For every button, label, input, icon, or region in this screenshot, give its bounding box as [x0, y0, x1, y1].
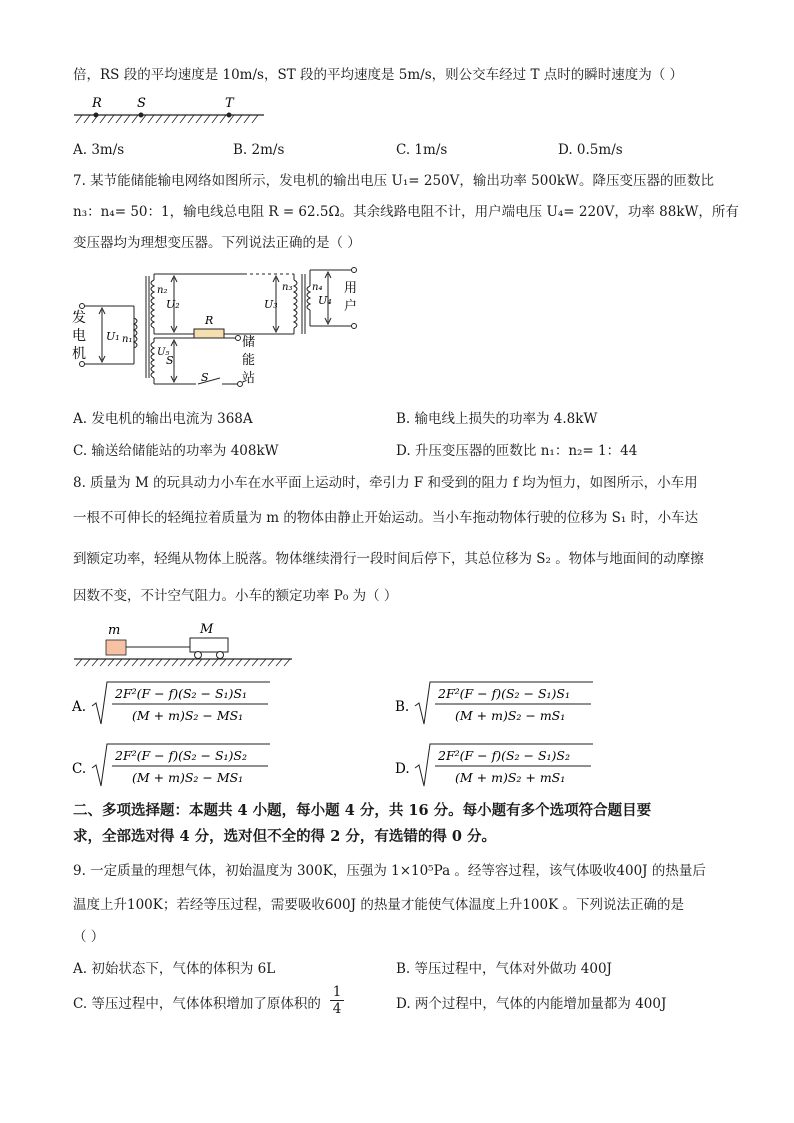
generator-label-3: 机 — [72, 346, 86, 362]
svg-text:(M + m)S₂ − MS₁: (M + m)S₂ − MS₁ — [132, 708, 244, 723]
q6-text: 倍，RS 段的平均速度是 10m/s，ST 段的平均速度是 5m/s，则公交车经过 T 点时的瞬时速度为（ ） — [73, 67, 684, 83]
svg-text:2F²(F − f)(S₂ − S₁)S₂: 2F²(F − f)(S₂ − S₁)S₂ — [438, 748, 571, 763]
svg-text:(M + m)S₂ − mS₁: (M + m)S₂ − mS₁ — [455, 708, 566, 723]
user-label-1: 用 — [344, 281, 358, 296]
n1-label: n₁ — [122, 334, 133, 345]
s-label: S — [201, 371, 209, 384]
q6-option-b: B. 2m/s — [233, 142, 285, 158]
q9-option-d: D. 两个过程中，气体的内能增加量都为 400J — [396, 996, 667, 1012]
svg-text:B.: B. — [395, 699, 410, 715]
point-R-label: R — [92, 96, 102, 111]
n4-label: n₄ — [312, 282, 323, 293]
q8-line-1: 8. 质量为 M 的玩具动力小车在水平面上运动时，牵引力 F 和受到的阻力 f 均为恒力，如图所示，小车用 — [73, 475, 698, 491]
svg-text:C.: C. — [72, 761, 87, 777]
point-T — [227, 113, 232, 118]
car-M — [190, 638, 228, 652]
section-2-heading-line-1: 二、多项选择题：本题共 4 小题，每小题 4 分，共 16 分。每小题有多个选项符合题目要 — [73, 802, 652, 819]
fraction-denominator: 4 — [330, 1000, 344, 1017]
n5-label: U₅ — [157, 347, 170, 358]
q7-line-1: 7. 某节能储能输电网络如图所示，发电机的输出电压 U₁= 250V，输出功率 500kW。降压变压器的匝数比 — [73, 173, 714, 189]
block-m-label: m — [108, 623, 121, 638]
svg-text:D.: D. — [395, 761, 410, 777]
n2-label: n₂ — [157, 285, 168, 296]
u4-label: U₄ — [318, 294, 332, 307]
q9-line-3: （ ） — [73, 929, 105, 945]
q7-line-3: 变压器均为理想变压器。下列说法正确的是（ ） — [73, 235, 361, 251]
q9-line-1: 9. 一定质量的理想气体，初始温度为 300K，压强为 1×10⁵Pa 。经等容过程，该气体吸收400J 的热量后 — [73, 863, 706, 879]
svg-text:2F²(F − f)(S₂ − S₁)S₁: 2F²(F − f)(S₂ − S₁)S₁ — [115, 686, 248, 701]
q9-option-c-fraction — [330, 984, 344, 1017]
user-label-2: 户 — [344, 299, 358, 314]
q7-option-a: A. 发电机的输出电流为 368A — [73, 411, 253, 427]
u1-label: U₁ — [106, 330, 120, 343]
svg-text:2F²(F − f)(S₂ − S₁)S₂: 2F²(F − f)(S₂ − S₁)S₂ — [115, 748, 248, 763]
q6-option-c: C. 1m/s — [396, 142, 448, 158]
q9-option-a: A. 初始状态下，气体的体积为 6L — [73, 961, 276, 977]
q8-option-b — [393, 678, 593, 728]
q7-circuit-diagram — [66, 260, 376, 400]
wheel-right — [217, 652, 224, 659]
q6-road-diagram — [70, 92, 270, 130]
q8-line-3: 到额定功率，轻绳从物体上脱落。物体继续滑行一段时间后停下，其总位移为 S₂ 。物体与地面间的动摩擦 — [73, 551, 704, 567]
q9-option-b: B. 等压过程中，气体对外做功 400J — [396, 961, 612, 977]
q8-line-2: 一根不可伸长的轻绳拉着质量为 m 的物体由静止开始运动。当小车拖动物体行驶的位移为 S₁ 时，小车达 — [73, 510, 699, 526]
u2-label: U₂ — [166, 298, 180, 311]
point-S-label: S — [137, 96, 146, 111]
wheel-left — [195, 652, 202, 659]
resistor-r — [194, 329, 224, 338]
r-label: R — [205, 314, 214, 327]
storage-label-1: 储 — [242, 335, 256, 350]
fraction-numerator: 1 — [332, 984, 342, 1000]
q9-option-c: C. 等压过程中，气体体积增加了原体积的 — [73, 996, 321, 1012]
generator-label-2: 电 — [72, 328, 86, 344]
q6-option-a: A. 3m/s — [73, 142, 125, 158]
svg-text:A.: A. — [72, 699, 87, 715]
storage-label-2: 能 — [242, 353, 256, 368]
u3-label: U₃ — [264, 298, 278, 311]
q8-option-d — [393, 740, 593, 790]
section-2-heading-line-2: 求，全部选对得 4 分，选对但不全的得 2 分，有选错的得 0 分。 — [73, 828, 497, 845]
q6-option-d: D. 0.5m/s — [558, 142, 623, 158]
q8-cart-diagram — [70, 618, 300, 668]
q8-option-a — [70, 678, 270, 728]
block-m — [106, 640, 126, 655]
generator-label-1: 发 — [72, 310, 86, 326]
q7-option-b: B. 输电线上损失的功率为 4.8kW — [396, 411, 598, 427]
storage-label-3: 站 — [242, 371, 256, 386]
svg-text:(M + m)S₂ + mS₁: (M + m)S₂ + mS₁ — [455, 770, 566, 785]
q9-line-2: 温度上升100K；若经等压过程，需要吸收600J 的热量才能使气体温度上升100K 。下列说法正确的是 — [73, 897, 684, 913]
u5-label: S — [166, 354, 174, 367]
q8-line-4: 因数不变，不计空气阻力。小车的额定功率 P₀ 为（ ） — [73, 588, 398, 604]
n3-label: n₃ — [282, 282, 293, 293]
point-T-label: T — [225, 96, 234, 111]
svg-text:(M + m)S₂ − MS₁: (M + m)S₂ − MS₁ — [132, 770, 244, 785]
q7-option-c: C. 输送给储能站的功率为 408kW — [73, 443, 279, 459]
svg-text:2F²(F − f)(S₂ − S₁)S₁: 2F²(F − f)(S₂ − S₁)S₁ — [438, 686, 571, 701]
car-M-label: M — [200, 622, 214, 637]
q8-option-c — [70, 740, 270, 790]
point-S — [139, 113, 144, 118]
q7-option-d: D. 升压变压器的匝数比 n₁：n₂= 1：44 — [396, 443, 638, 459]
q7-line-2: n₃：n₄= 50：1，输电线总电阻 R = 62.5Ω。其余线路电阻不计，用户端电压 U₄= 220V，功率 88kW，所有 — [73, 204, 739, 220]
